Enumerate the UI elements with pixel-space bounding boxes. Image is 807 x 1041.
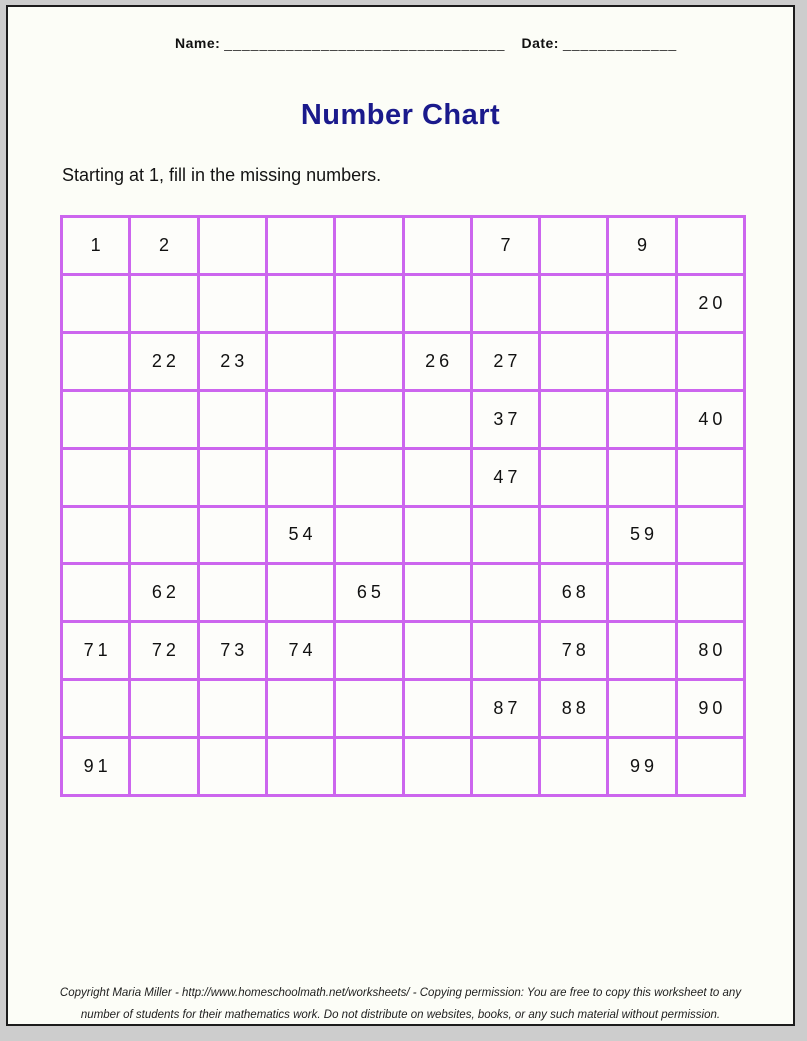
grid-cell-r9c10: 90 [678,681,743,736]
grid-cell-r7c5: 65 [336,565,401,620]
grid-cell-r8c1: 71 [63,623,128,678]
grid-cell-r6c6 [405,508,470,563]
number-grid [60,215,746,797]
grid-cell-r2c4 [268,276,333,331]
grid-cell-r6c4: 54 [268,508,333,563]
grid-cell-r5c4 [268,450,333,505]
grid-cell-r7c10 [678,565,743,620]
grid-cell-r2c10: 20 [678,276,743,331]
grid-cell-r9c1 [63,681,128,736]
grid-cell-r10c7 [473,739,538,794]
grid-cell-r10c10 [678,739,743,794]
grid-cell-r5c2 [131,450,196,505]
grid-cell-r1c5 [336,218,401,273]
grid-cell-r5c7: 47 [473,450,538,505]
grid-cell-r6c2 [131,508,196,563]
grid-cell-r8c5 [336,623,401,678]
grid-cell-r4c6 [405,392,470,447]
grid-cell-r10c3 [200,739,265,794]
grid-cell-r5c5 [336,450,401,505]
worksheet-page [6,5,795,1026]
name-label: Name: [175,35,221,51]
grid-cell-r5c3 [200,450,265,505]
grid-cell-r4c4 [268,392,333,447]
grid-cell-r10c2 [131,739,196,794]
grid-cell-r4c5 [336,392,401,447]
grid-cell-r9c9 [609,681,674,736]
grid-cell-r8c3: 73 [200,623,265,678]
grid-cell-r1c3 [200,218,265,273]
grid-cell-r8c6 [405,623,470,678]
grid-cell-r6c9: 59 [609,508,674,563]
grid-cell-r5c10 [678,450,743,505]
grid-cell-r7c4 [268,565,333,620]
grid-cell-r2c3 [200,276,265,331]
grid-cell-r2c6 [405,276,470,331]
grid-cell-r7c3 [200,565,265,620]
grid-cell-r4c9 [609,392,674,447]
grid-cell-r8c7 [473,623,538,678]
grid-cell-r7c7 [473,565,538,620]
grid-cell-r9c4 [268,681,333,736]
grid-cell-r8c4: 74 [268,623,333,678]
grid-cell-r2c5 [336,276,401,331]
copyright-line-2: number of students for their mathematics work. Do not distribute on websites, books, or any such material without permission. [80,1009,721,1021]
grid-cell-r9c3 [200,681,265,736]
grid-cell-r10c8 [541,739,606,794]
grid-cell-r2c9 [609,276,674,331]
page-title: Number Chart [300,99,501,131]
grid-cell-r7c9 [609,565,674,620]
grid-cell-r4c8 [541,392,606,447]
grid-cell-r8c8: 78 [541,623,606,678]
grid-cell-r9c8: 88 [541,681,606,736]
grid-cell-r1c10 [678,218,743,273]
grid-cell-r3c1 [63,334,128,389]
grid-cell-r4c3 [200,392,265,447]
grid-cell-r4c10: 40 [678,392,743,447]
grid-cell-r6c3 [200,508,265,563]
grid-cell-r3c8 [541,334,606,389]
grid-cell-r10c1: 91 [63,739,128,794]
grid-cell-r1c1: 1 [63,218,128,273]
grid-cell-r3c9 [609,334,674,389]
grid-cell-r5c1 [63,450,128,505]
grid-cell-r5c9 [609,450,674,505]
grid-cell-r8c9 [609,623,674,678]
grid-cell-r2c7 [473,276,538,331]
grid-cell-r2c8 [541,276,606,331]
copyright-line-1: Copyright Maria Miller - http://www.homeschoolmath.net/worksheets/ - Copying permission: You are free to copy this worksheet to any [59,987,742,999]
grid-cell-r10c4 [268,739,333,794]
grid-cell-r1c6 [405,218,470,273]
date-label: Date: [521,35,559,51]
name-date-header [175,35,677,51]
grid-cell-r7c8: 68 [541,565,606,620]
grid-cell-r6c8 [541,508,606,563]
grid-cell-r6c7 [473,508,538,563]
grid-cell-r2c1 [63,276,128,331]
grid-cell-r3c6: 26 [405,334,470,389]
grid-cell-r10c5 [336,739,401,794]
instruction-text: Starting at 1, fill in the missing numbers. [62,165,382,185]
name-blank-line: ________________________________ [224,35,506,51]
grid-cell-r6c1 [63,508,128,563]
grid-cell-r3c2: 22 [131,334,196,389]
grid-cell-r5c6 [405,450,470,505]
grid-cell-r6c10 [678,508,743,563]
grid-cell-r3c4 [268,334,333,389]
grid-cell-r6c5 [336,508,401,563]
copyright-footer [8,982,793,1026]
grid-cell-r1c2: 2 [131,218,196,273]
grid-cell-r8c2: 72 [131,623,196,678]
grid-cell-r9c5 [336,681,401,736]
grid-cell-r4c1 [63,392,128,447]
grid-cell-r5c8 [541,450,606,505]
grid-cell-r1c4 [268,218,333,273]
grid-cell-r4c7: 37 [473,392,538,447]
grid-cell-r2c2 [131,276,196,331]
grid-cell-r1c7: 7 [473,218,538,273]
grid-cell-r7c2: 62 [131,565,196,620]
grid-cell-r9c6 [405,681,470,736]
grid-cell-r3c10 [678,334,743,389]
date-blank-line: _____________ [562,35,678,51]
grid-cell-r3c3: 23 [200,334,265,389]
grid-cell-r7c1 [63,565,128,620]
grid-cell-r3c7: 27 [473,334,538,389]
grid-cell-r9c7: 87 [473,681,538,736]
grid-cell-r9c2 [131,681,196,736]
grid-cell-r7c6 [405,565,470,620]
grid-cell-r8c10: 80 [678,623,743,678]
grid-cell-r3c5 [336,334,401,389]
grid-cell-r10c9: 99 [609,739,674,794]
grid-cell-r10c6 [405,739,470,794]
grid-cell-r4c2 [131,392,196,447]
grid-cell-r1c8 [541,218,606,273]
grid-cell-r1c9: 9 [609,218,674,273]
